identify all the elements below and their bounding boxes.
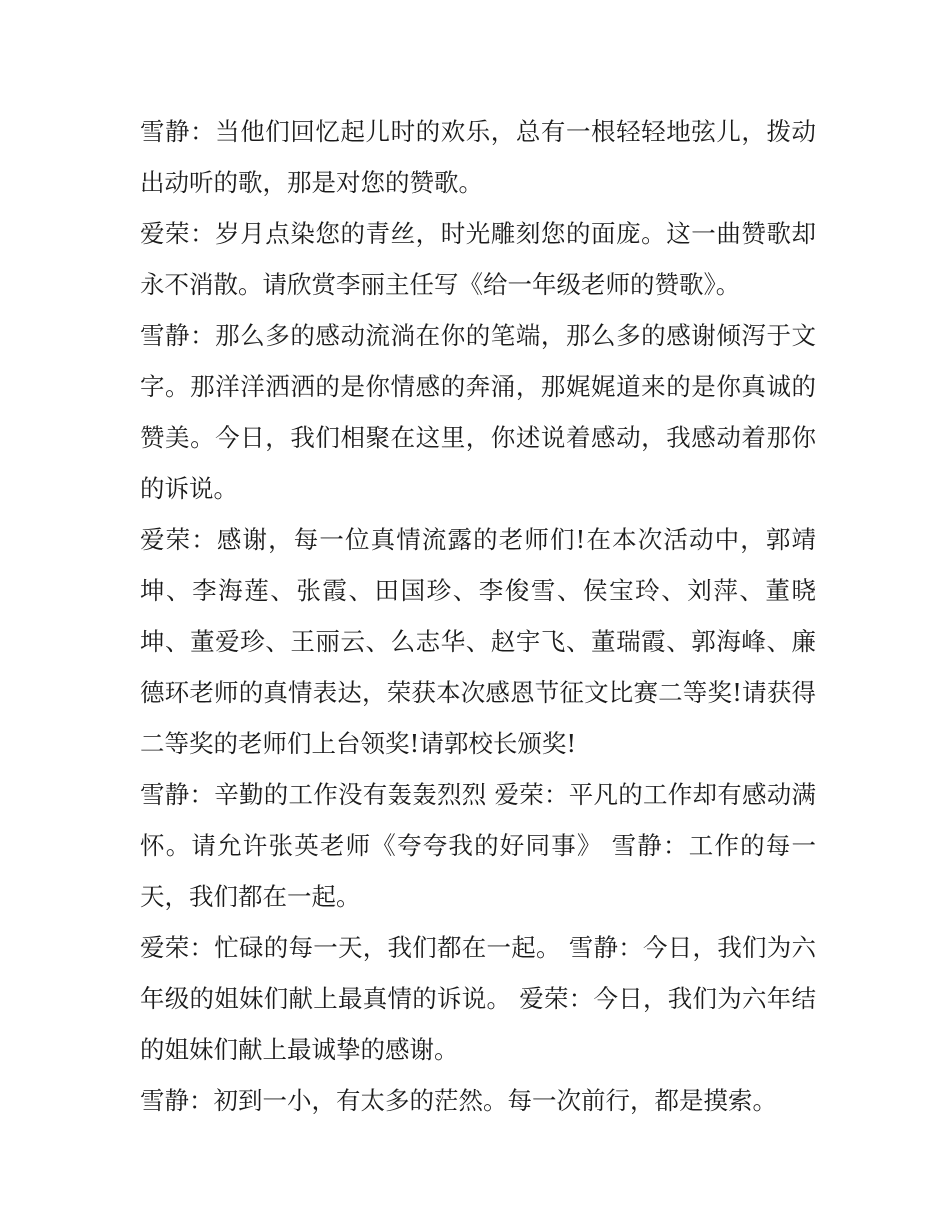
paragraph-7: 雪静：初到一小，有太多的茫然。每一次前行，都是摸索。 xyxy=(140,1086,777,1115)
paragraph-3: 雪静：那么多的感动流淌在你的笔端，那么多的感谢倾泻于文字。那洋洋洒洒的是你情感的奔涌，那娓娓道来的是你真诚的赞美。今日，我们相聚在这里，你述说着感动，我感动着那你的诉说。 xyxy=(140,321,816,503)
paragraph-5: 雪静：辛勤的工作没有轰轰烈烈 爱荣：平凡的工作却有感动满怀。请允许张英老师《夸夸我的好同事》 雪静：工作的每一天，我们都在一起。 xyxy=(140,780,816,911)
document-body xyxy=(140,106,816,1126)
paragraph-6: 爱荣：忙碌的每一天，我们都在一起。 雪静：今日，我们为六年级的姐妹们献上最真情的诉说。 爱荣：今日，我们为六年结的姐妹们献上最诚挚的感谢。 xyxy=(140,933,816,1064)
paragraph-4: 爱荣：感谢，每一位真情流露的老师们!在本次活动中，郭靖坤、李海莲、张霞、田国珍、李俊雪、侯宝玲、刘萍、董晓坤、董爱珍、王丽云、么志华、赵宇飞、董瑞霞、郭海峰、廉德环老师的真情表达，荣获本次感恩节征文比赛二等奖!请获得二等奖的老师们上台领奖!请郭校长颁奖! xyxy=(140,525,816,758)
paragraph-2: 爱荣：岁月点染您的青丝，时光雕刻您的面庞。这一曲赞歌却永不消散。请欣赏李丽主任写《给一年级老师的赞歌》。 xyxy=(140,219,816,299)
paragraph-1: 雪静：当他们回忆起儿时的欢乐，总有一根轻轻地弦儿，拨动出动听的歌，那是对您的赞歌。 xyxy=(140,117,816,197)
